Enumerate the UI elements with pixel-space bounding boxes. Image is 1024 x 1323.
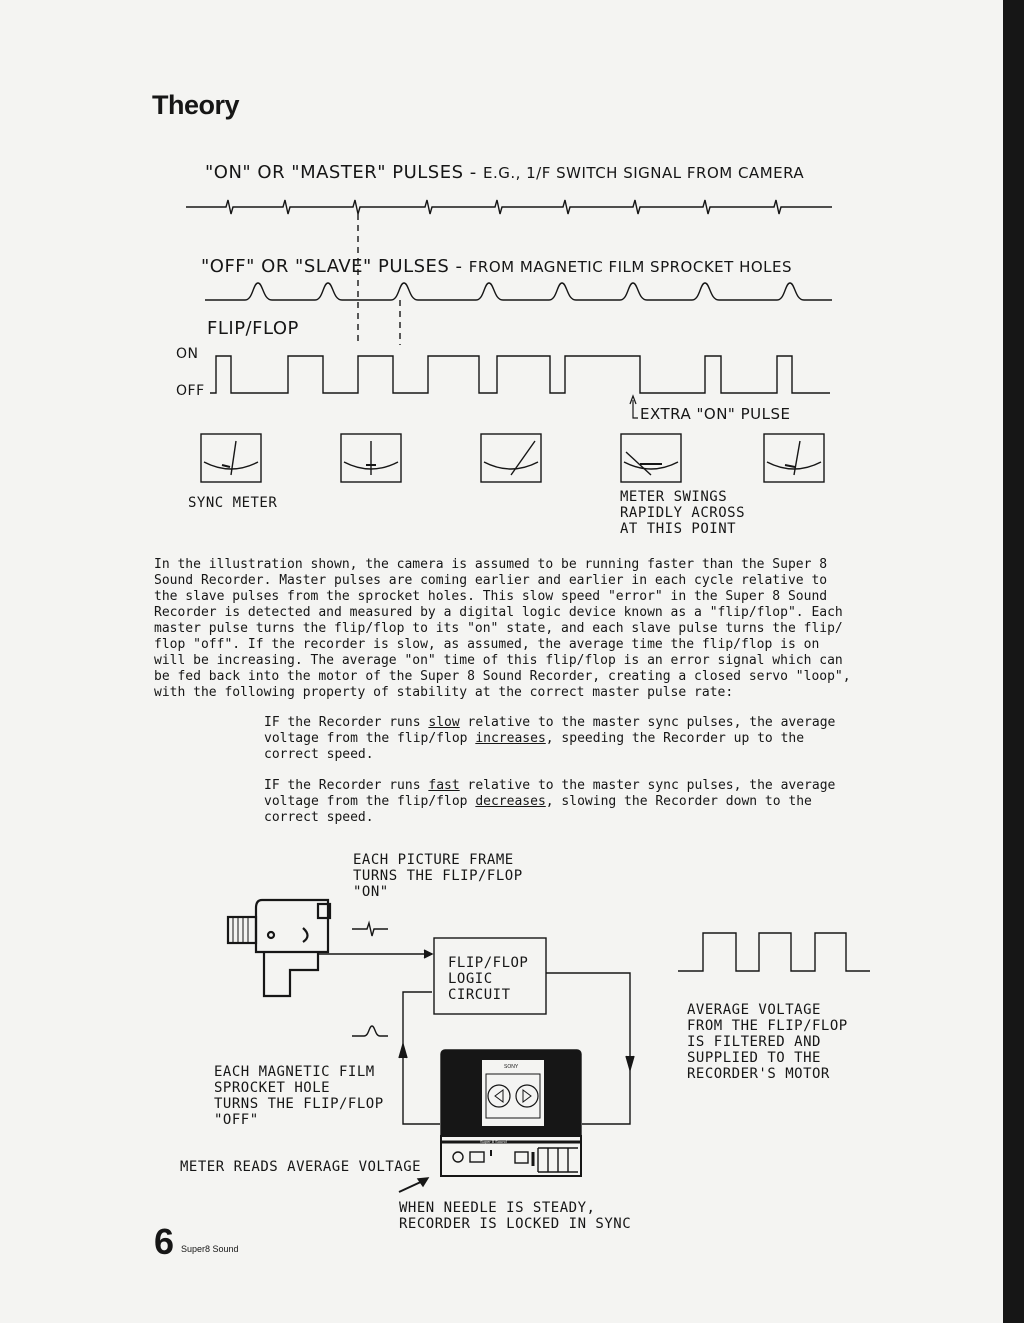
average-voltage-note: AVERAGE VOLTAGE FROM THE FLIP/FLOP IS FILTERED AND SUPPLIED TO THE RECORDER'S MOTOR <box>687 1002 848 1082</box>
slow-condition: IF the Recorder runs slow relative to the master sync pulses, the average voltage from the flip/flop increases, speeding the Recorder up to the correct speed. <box>264 715 836 762</box>
master-pulses-heading: "ON" OR "MASTER" PULSES - E.G., 1/F SWITCH SIGNAL FROM CAMERA <box>205 162 805 183</box>
body-paragraph: In the illustration shown, the camera is assumed to be running faster than the Super 8 Sound Recorder. Master pulses are coming earlier and earlier in each cycle relative to the slave pulses from the sprocket holes. This slow speed "error" in the Super 8 Sound Recorder is detected and measured by a digital logic device known as a "flip/flop". Each master pulse turns the flip/flop to its "on" state, and each slave pulse turns the flip/ flop "off". If the recorder is slow, as assumed, the average time the flip/flop is on will be increasing. The average "on" time of this flip/flop is an error signal which can be fed back into the motor of the Super 8 Sound Recorder, creating a closed servo "loop", with the following property of stability at the correct master pulse rate: <box>154 557 851 700</box>
meter-swings-note: METER SWINGS RAPIDLY ACROSS AT THIS POINT <box>620 489 746 537</box>
master-pulse-symbol <box>352 923 388 936</box>
needle-note: WHEN NEEDLE IS STEADY, RECORDER IS LOCKED IN SYNC <box>399 1200 632 1232</box>
logic-box-label: FLIP/FLOP LOGIC CIRCUIT <box>448 955 529 1003</box>
flipflop-waveform <box>210 356 830 393</box>
sprocket-note: EACH MAGNETIC FILM SPROCKET HOLE TURNS THE FLIP/FLOP "OFF" <box>214 1064 384 1128</box>
output-waveform <box>678 933 870 971</box>
slave-pulse-symbol <box>352 1026 388 1036</box>
page-title: Theory <box>152 90 240 120</box>
slave-pulse-train <box>205 283 832 300</box>
off-level-label: OFF <box>176 383 205 399</box>
footer-brand: Super8 Sound <box>181 1244 239 1254</box>
meter-reads-label: METER READS AVERAGE VOLTAGE <box>180 1159 422 1175</box>
master-pulse-train <box>186 200 832 214</box>
timing-guide-lines <box>358 214 400 345</box>
slave-pulses-heading: "OFF" OR "SLAVE" PULSES - FROM MAGNETIC FILM SPROCKET HOLES <box>201 256 793 277</box>
on-level-label: ON <box>176 346 199 362</box>
logic-box <box>434 938 546 1014</box>
recorder-brand-text: SONY <box>504 1064 519 1070</box>
recorder-icon <box>441 1050 581 1176</box>
camera-icon <box>228 900 330 996</box>
extra-pulse-label: EXTRA "ON" PULSE <box>640 405 791 423</box>
flipflop-label: FLIP/FLOP <box>207 318 299 339</box>
sync-meter-icons <box>201 434 824 482</box>
picture-frame-note: EACH PICTURE FRAME TURNS THE FLIP/FLOP "ON" <box>353 852 523 900</box>
recorder-model-text: Super 8 Sound <box>480 1139 507 1144</box>
page-number: 6 <box>154 1221 175 1262</box>
sync-meter-label: SYNC METER <box>188 495 278 511</box>
fast-condition: IF the Recorder runs fast relative to the master sync pulses, the average voltage from the flip/flop decreases, slowing the Recorder down to the correct speed. <box>264 778 836 825</box>
